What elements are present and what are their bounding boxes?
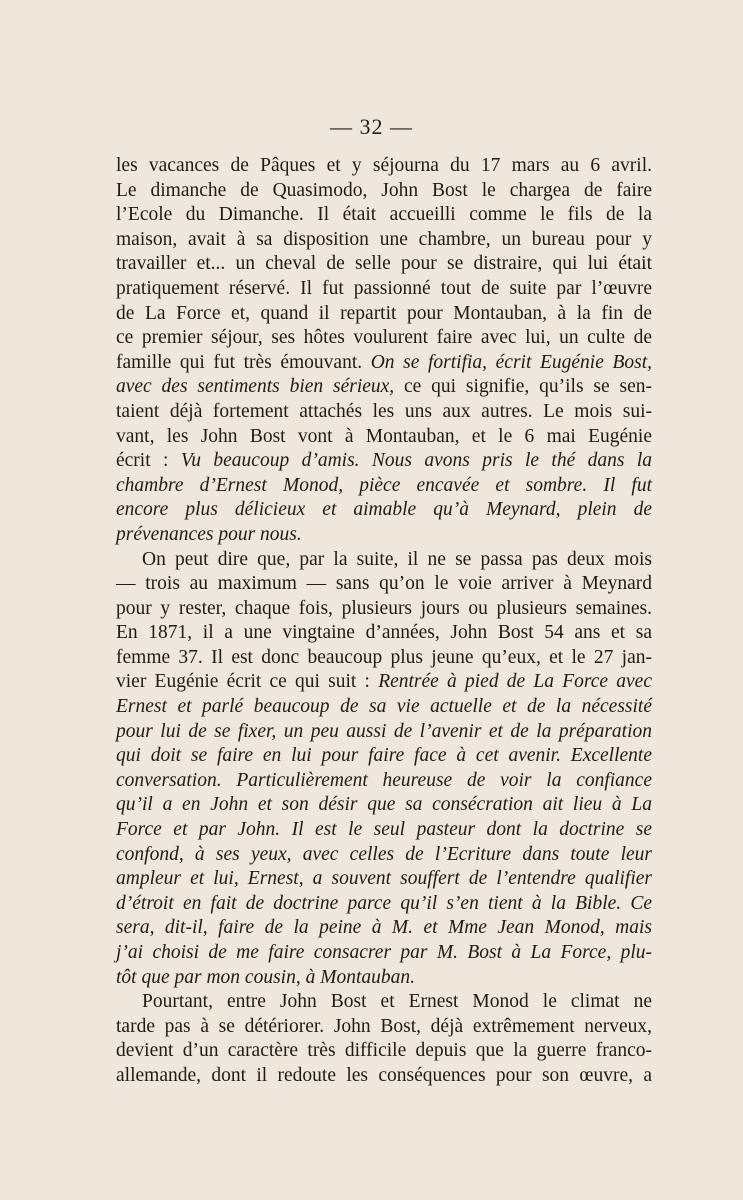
italic-quote-segment: Force et par John. Il est le seul pasteur dont la doctrine se <box>116 819 652 841</box>
text-line <box>116 425 652 450</box>
text-line <box>116 892 652 917</box>
text-segment: écrit : <box>116 450 181 472</box>
italic-quote-segment: chambre d’Ernest Monod, pièce encavée et sombre. Il fut <box>116 474 652 496</box>
italic-quote-segment: d’étroit en fait de doctrine parce qu’il s’en tient à la Bible. Ce <box>116 892 652 914</box>
text-line <box>116 523 652 548</box>
text-segment: ce premier séjour, ses hôtes voulurent faire avec lui, un culte de <box>116 327 652 349</box>
italic-quote-segment: tôt que par mon cousin, à Montauban. <box>116 966 415 988</box>
page-number: — 32 — <box>330 114 413 139</box>
text-segment: pour y rester, chaque fois, plusieurs jours ou plusieurs semaines. <box>116 597 652 619</box>
text-segment: taient déjà fortement attachés les uns aux autres. Le mois sui- <box>116 400 652 422</box>
text-segment: vier Eugénie écrit ce qui suit : <box>116 671 379 693</box>
text-line <box>116 793 652 818</box>
text-segment: de La Force et, quand il repartit pour Montauban, à la fin de <box>116 302 652 324</box>
text-segment: famille qui fut très émouvant. <box>116 351 371 373</box>
text-line <box>116 302 652 327</box>
text-line <box>116 400 652 425</box>
text-line <box>116 769 652 794</box>
text-line <box>116 572 652 597</box>
text-line <box>116 203 652 228</box>
text-line <box>116 326 652 351</box>
italic-quote-segment: On se fortifia, écrit Eugénie Bost, <box>370 351 652 373</box>
text-line <box>116 228 652 253</box>
italic-quote-segment: j’ai choisi de me faire consacrer par M. Bost à La Force, plu- <box>116 942 652 963</box>
text-segment: maison, avait à sa disposition une chambre, un bureau pour y <box>116 228 652 250</box>
italic-quote-segment: qui doit se faire en lui pour faire face à cet avenir. Excellente <box>116 745 652 767</box>
text-segment: — trois au maximum — sans qu’on le voie arriver à Meynard <box>116 573 652 595</box>
text-line <box>116 1015 652 1040</box>
text-segment: l’Ecole du Dimanche. Il était accueilli comme le fils de la <box>116 204 652 226</box>
text-segment: les vacances de Pâques et y séjourna du 17 mars au 6 avril. <box>116 155 652 176</box>
text-segment: tarde pas à se détériorer. John Bost, déjà extrêmement nerveux, <box>116 1015 652 1037</box>
text-line <box>116 916 652 941</box>
text-line <box>116 548 652 573</box>
text-line <box>116 966 652 991</box>
text-segment: ce qui signifie, qu’ils se sen- <box>394 376 652 398</box>
italic-quote-segment: Rentrée à pied de La Force avec <box>378 671 652 693</box>
italic-quote-segment: conversation. Particulièrement heureuse de voir la confiance <box>116 769 652 791</box>
text-line <box>116 474 652 499</box>
text-segment: Le dimanche de Quasimodo, John Bost le chargea de faire <box>116 179 652 201</box>
italic-quote-segment: qu’il a en John et son désir que sa consécration ait lieu à La <box>116 794 652 816</box>
italic-quote-segment: Vu beaucoup d’amis. Nous avons pris le thé dans la <box>180 450 652 472</box>
text-line <box>116 179 652 204</box>
text-line <box>116 449 652 474</box>
text-segment: On peut dire que, par la suite, il ne se passa pas deux mois <box>142 548 652 570</box>
text-line <box>116 646 652 671</box>
text-segment: pratiquement réservé. Il fut passionné tout de suite par l’œuvre <box>116 277 652 299</box>
text-line <box>116 1039 652 1064</box>
body-text <box>116 154 652 1089</box>
text-line <box>116 597 652 622</box>
text-line <box>116 621 652 646</box>
italic-quote-segment: confond, à ses yeux, avec celles de l’Ecriture dans toute leur <box>116 843 652 865</box>
text-segment: Pourtant, entre John Bost et Ernest Monod le climat ne <box>142 991 652 1013</box>
text-segment: travailler et... un cheval de selle pour se distraire, qui lui était <box>116 253 652 275</box>
text-line <box>116 277 652 302</box>
italic-quote-segment: prévenances pour nous. <box>116 523 302 545</box>
italic-quote-segment: ampleur et lui, Ernest, a souvent souffert de l’entendre qualifier <box>116 868 652 890</box>
text-line <box>116 941 652 966</box>
text-line <box>116 375 652 400</box>
italic-quote-segment: encore plus délicieux et aimable qu’à Meynard, plein de <box>116 499 652 521</box>
text-segment: devient d’un caractère très difficile depuis que la guerre franco- <box>116 1040 652 1062</box>
text-line <box>116 843 652 868</box>
text-line <box>116 818 652 843</box>
text-line <box>116 990 652 1015</box>
text-line <box>116 1064 652 1089</box>
text-segment: vant, les John Bost vont à Montauban, et le 6 mai Eugénie <box>116 425 652 447</box>
text-line <box>116 867 652 892</box>
text-line <box>116 670 652 695</box>
text-segment: allemande, dont il redoute les conséquences pour son œuvre, a <box>116 1064 652 1086</box>
text-segment: En 1871, il a une vingtaine d’années, John Bost 54 ans et sa <box>116 622 652 644</box>
text-line <box>116 744 652 769</box>
text-line <box>116 695 652 720</box>
text-line <box>116 154 652 179</box>
text-line <box>116 252 652 277</box>
italic-quote-segment: avec des sentiments bien sérieux, <box>116 376 395 398</box>
italic-quote-segment: pour lui de se fixer, un peu aussi de l’avenir et de la préparation <box>116 720 652 742</box>
text-line <box>116 720 652 745</box>
text-line <box>116 498 652 523</box>
italic-quote-segment: Ernest et parlé beaucoup de sa vie actuelle et de la nécessité <box>116 696 652 718</box>
italic-quote-segment: sera, dit-il, faire de la peine à M. et Mme Jean Monod, mais <box>116 917 652 939</box>
text-segment: femme 37. Il est donc beaucoup plus jeune qu’eux, et le 27 jan- <box>116 646 652 668</box>
text-line <box>116 351 652 376</box>
